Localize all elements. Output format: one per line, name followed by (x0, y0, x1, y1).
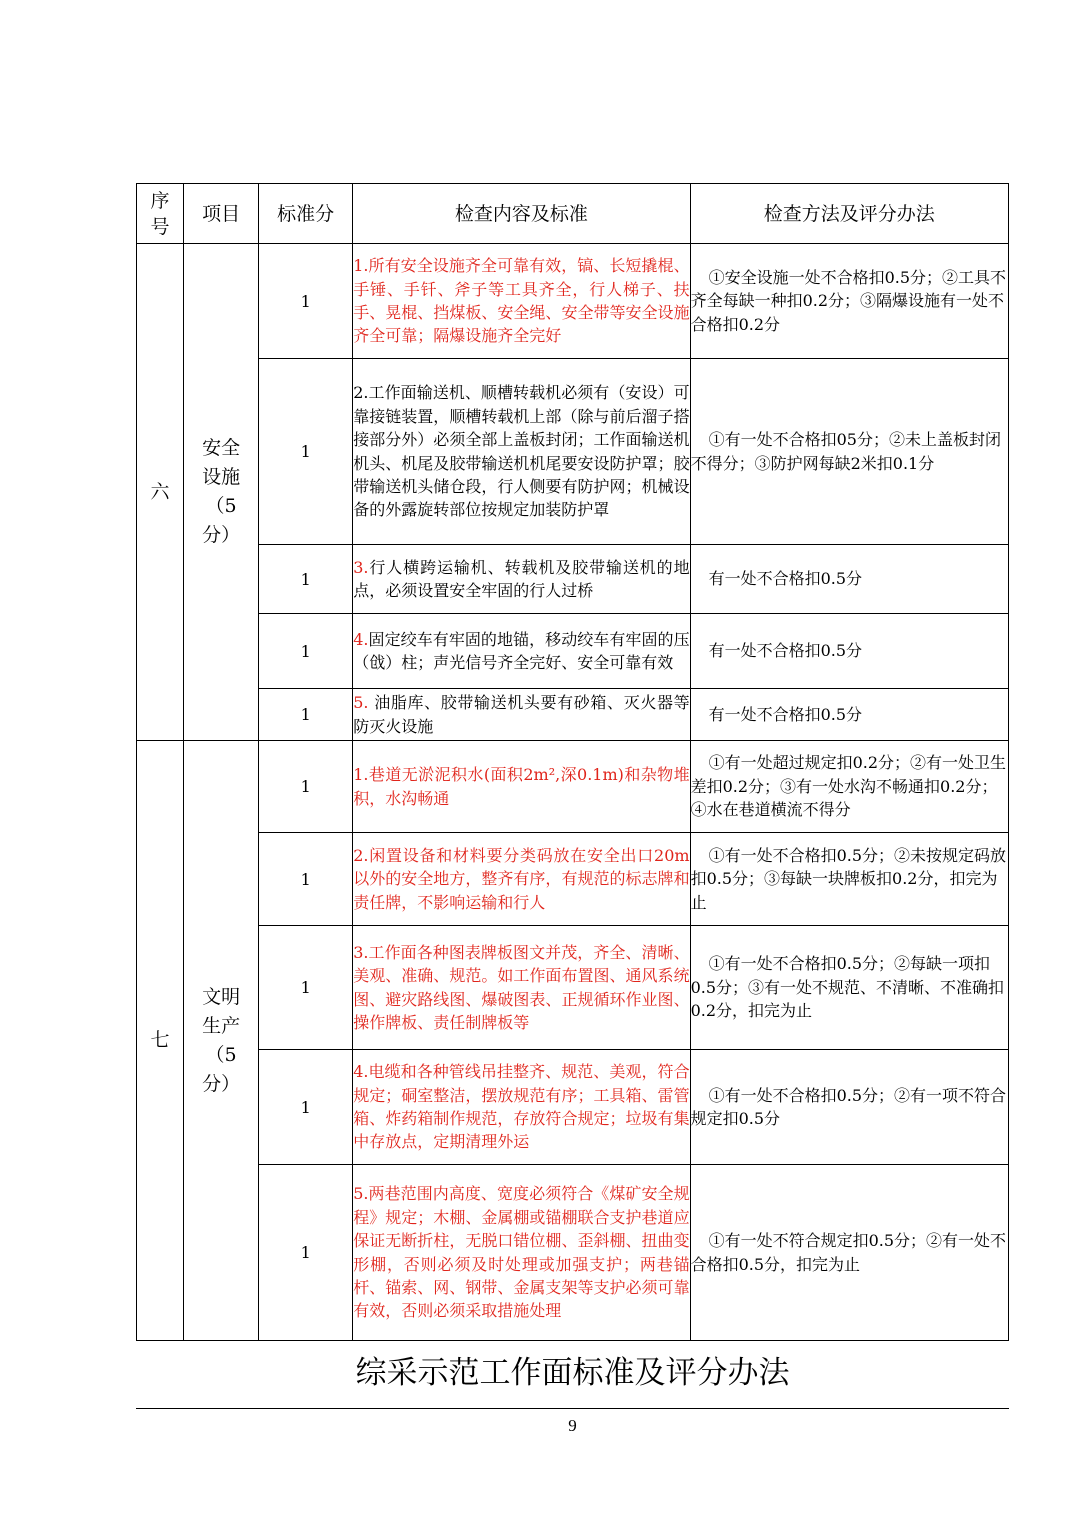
row-score: 1 (259, 545, 353, 614)
row-score: 1 (259, 926, 353, 1050)
row-method: ①有一处不合格扣0.5分；②未按规定码放扣0.5分；③每缺一块牌板扣0.2分，扣完为止 (690, 833, 1008, 926)
row-score: 1 (259, 689, 353, 741)
row-content-text: 油脂库、胶带输送机头要有砂箱、灭火器等防灭火设施 (353, 693, 690, 736)
row-method: 有一处不合格扣0.5分 (690, 689, 1008, 741)
row-method: ①安全设施一处不合格扣0.5分；②工具不齐全每缺一种扣0.2分；③隔爆设施有一处不合格扣0.2分 (690, 244, 1008, 359)
row-method: ①有一处不符合规定扣0.5分；②有一处不合格扣0.5分，扣完为止 (690, 1165, 1008, 1341)
row-content: 5.两巷范围内高度、宽度必须符合《煤矿安全规程》规定；木棚、金属棚或锚棚联合支护巷道应保证无断折柱，无脱口错位棚、歪斜棚、扭曲变形棚，否则必须及时处理或加强支护；两巷锚杆、锚索、网、钢带、金属支架等支护必须可靠有效，否则必须采取措施处理 (353, 1165, 690, 1341)
row-content-number: 4. (353, 629, 369, 649)
page-number: 9 (568, 1416, 577, 1435)
section-item: 安全设施（5分） (184, 244, 259, 741)
row-content (353, 545, 690, 614)
row-content-number: 3. (353, 557, 369, 577)
standard-table (136, 183, 1009, 1341)
row-score: 1 (259, 614, 353, 689)
row-score: 1 (259, 1050, 353, 1165)
table-row (137, 1165, 1009, 1341)
page-title: 综采示范工作面标准及评分办法 (355, 1355, 790, 1391)
row-method: ①有一处超过规定扣0.2分；②有一处卫生差扣0.2分；③有一处水沟不畅通扣0.2分；④水在巷道横流不得分 (690, 741, 1008, 833)
row-content: 1.巷道无淤泥积水(面积2m²,深0.1m)和杂物堆积，水沟畅通 (353, 741, 690, 833)
row-content: 2.闲置设备和材料要分类码放在安全出口20m以外的安全地方，整齐有序，有规范的标志牌和责任牌，不影响运输和行人 (353, 833, 690, 926)
row-score: 1 (259, 741, 353, 833)
row-content (353, 689, 690, 741)
row-method: ①有一处不合格扣0.5分；②有一项不符合规定扣0.5分 (690, 1050, 1008, 1165)
header-score: 标准分 (259, 184, 353, 244)
header-method: 检查方法及评分办法 (690, 184, 1008, 244)
row-content-number: 5. (353, 693, 369, 713)
header-item: 项目 (184, 184, 259, 244)
row-score: 1 (259, 833, 353, 926)
table-row (137, 244, 1009, 359)
table-row (137, 926, 1009, 1050)
row-content: 3.工作面各种图表牌板图文并茂，齐全、清晰、美观、准确、规范。如工作面布置图、通风系统图、避灾路线图、爆破图表、正规循环作业图、操作牌板、责任制牌板等 (353, 926, 690, 1050)
table-row (137, 1050, 1009, 1165)
row-method: 有一处不合格扣0.5分 (690, 545, 1008, 614)
header-no: 序号 (137, 184, 184, 244)
row-content-text: 固定绞车有牢固的地锚，移动绞车有牢固的压（戗）柱；声光信号齐全完好、安全可靠有效 (353, 629, 690, 672)
table-row (137, 359, 1009, 545)
footer-divider (136, 1408, 1009, 1409)
table-row (137, 741, 1009, 833)
row-content (353, 614, 690, 689)
header-content: 检查内容及标准 (353, 184, 690, 244)
table-header-row (137, 184, 1009, 244)
section-item: 文明生产（5分） (184, 741, 259, 1341)
row-score: 1 (259, 244, 353, 359)
row-method: ①有一处不合格扣05分；②未上盖板封闭不得分；③防护网每缺2米扣0.1分 (690, 359, 1008, 545)
table-row (137, 689, 1009, 741)
row-content: 4.电缆和各种管线吊挂整齐、规范、美观，符合规定；硐室整洁，摆放规范有序；工具箱、雷管箱、炸药箱制作规范，存放符合规定；垃圾有集中存放点，定期清理外运 (353, 1050, 690, 1165)
row-method: 有一处不合格扣0.5分 (690, 614, 1008, 689)
row-content: 1.所有安全设施齐全可靠有效，镐、长短撬棍、手锤、手钎、斧子等工具齐全，行人梯子、扶手、晃棍、挡煤板、安全绳、安全带等安全设施齐全可靠；隔爆设施齐全完好 (353, 244, 690, 359)
row-score: 1 (259, 359, 353, 545)
table-row (137, 833, 1009, 926)
table-row (137, 545, 1009, 614)
row-method: ①有一处不合格扣0.5分；②每缺一项扣0.5分；③有一处不规范、不清晰、不准确扣0.2分，扣完为止 (690, 926, 1008, 1050)
section-no: 六 (137, 244, 184, 741)
row-content-text: 行人横跨运输机、转载机及胶带输送机的地点，必须设置安全牢固的行人过桥 (353, 557, 690, 600)
row-content: 2.工作面输送机、顺槽转载机必须有（安设）可靠接链装置，顺槽转载机上部（除与前后溜子搭接部分外）必须全部上盖板封闭；工作面输送机机头、机尾及胶带输送机机尾要安设防护罩；胶带输送机头储仓段，行人侧要有防护网；机械设备的外露旋转部位按规定加装防护罩 (353, 359, 690, 545)
row-score: 1 (259, 1165, 353, 1341)
section-no: 七 (137, 741, 184, 1341)
table-row (137, 614, 1009, 689)
